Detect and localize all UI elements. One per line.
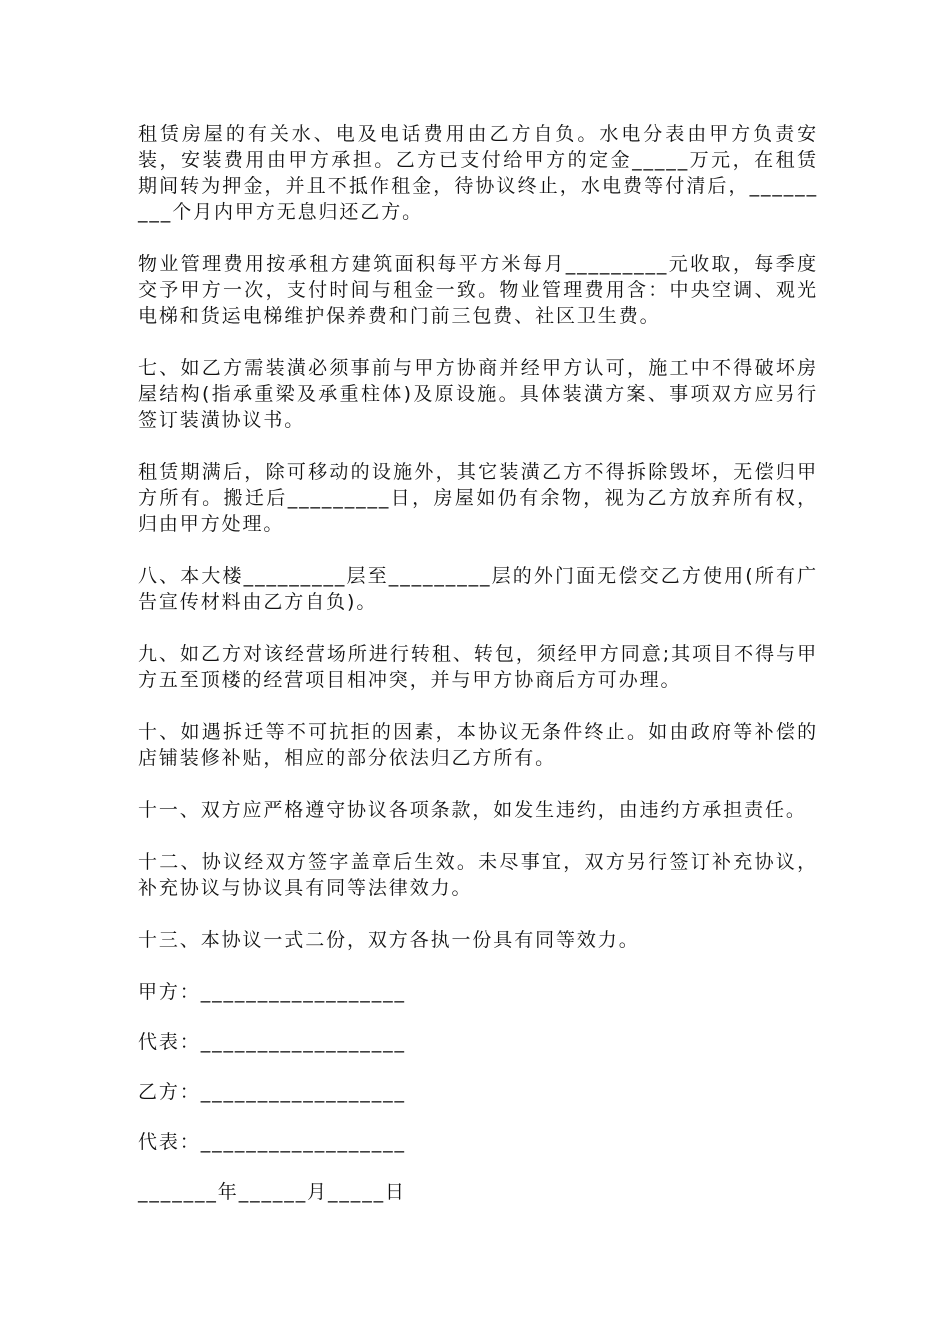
clause-13-copies: 十三、本协议一式二份，双方各执一份具有同等效力。: [138, 929, 640, 951]
party-a-signature-line: 甲方：__________________: [138, 981, 406, 1003]
clause-12-effect: 十二、协议经双方签字盖章后生效。未尽事宜，双方另行签订补充协议，补充协议与协议具有同等法律效力。: [138, 851, 818, 899]
clause-7-decoration: 七、如乙方需装潢必须事前与甲方协商并经甲方认可，施工中不得破坏房屋结构(指承重梁及承重柱体)及原设施。具体装潢方案、事项双方应另行签订装潢协议书。: [138, 357, 818, 431]
party-a-representative-line: 代表：__________________: [138, 1031, 406, 1053]
date-line: _______年______月_____日: [138, 1181, 406, 1203]
party-b-signature-line: 乙方：__________________: [138, 1081, 406, 1103]
clause-property-fee: 物业管理费用按承租方建筑面积每平方米每月_________元收取，每季度交予甲方一次，支付时间与租金一致。物业管理费用含：中央空调、观光电梯和货运电梯维护保养费和门前三包费、社区卫生费。: [138, 253, 818, 327]
document-page: [138, 121, 818, 1205]
clause-utilities-deposit: 租赁房屋的有关水、电及电话费用由乙方自负。水电分表由甲方负责安装，安装费用由甲方承担。乙方已支付给甲方的定金_____万元，在租赁期间转为押金，并且不抵作租金，待协议终止，水电费等付清后，_________个月内甲方无息归还乙方。: [138, 123, 818, 223]
clause-8-storefront: 八、本大楼_________层至_________层的外门面无偿交乙方使用(所有广告宣传材料由乙方自负)。: [138, 565, 818, 613]
clause-11-breach: 十一、双方应严格遵守协议各项条款，如发生违约，由违约方承担责任。: [138, 799, 807, 821]
clause-10-force-majeure: 十、如遇拆迁等不可抗拒的因素，本协议无条件终止。如由政府等补偿的店铺装修补贴，相应的部分依法归乙方所有。: [138, 721, 818, 769]
clause-9-sublease: 九、如乙方对该经营场所进行转租、转包，须经甲方同意;其项目不得与甲方五至顶楼的经营项目相冲突，并与甲方协商后方可办理。: [138, 643, 818, 691]
party-b-representative-line: 代表：__________________: [138, 1131, 406, 1153]
clause-lease-expiry: 租赁期满后，除可移动的设施外，其它装潢乙方不得拆除毁坏，无偿归甲方所有。搬迁后_________日，房屋如仍有余物，视为乙方放弃所有权，归由甲方处理。: [138, 461, 818, 535]
